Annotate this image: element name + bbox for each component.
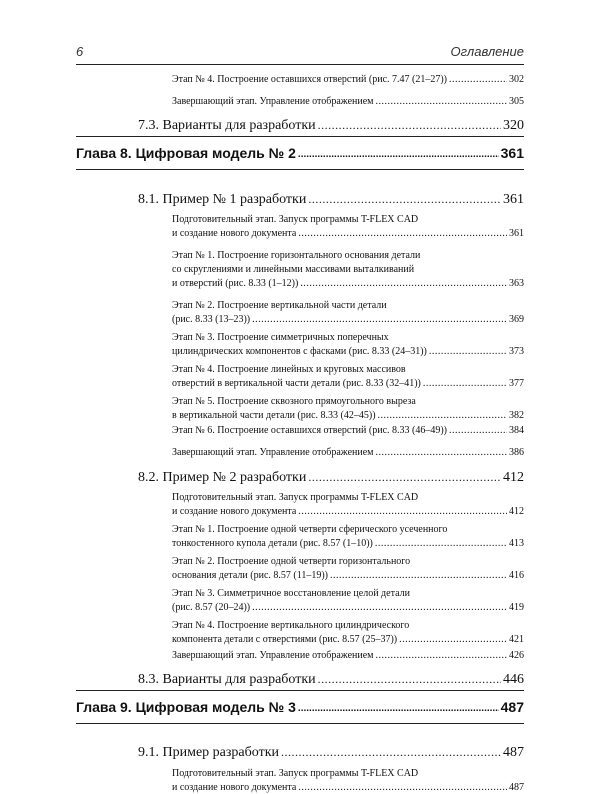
toc-entry-line: Этап № 4. Построение линейных и круговых массивов [172, 364, 406, 375]
section-heading [138, 469, 524, 486]
dot-leader [429, 346, 507, 358]
chapter-heading [76, 690, 524, 724]
dot-leader [298, 782, 507, 794]
dot-leader [375, 447, 507, 459]
toc-page-number: 302 [509, 74, 524, 85]
toc-page-number: 446 [503, 672, 524, 687]
toc-page-number: 487 [509, 782, 524, 793]
toc-page-number: 377 [509, 378, 524, 389]
toc-entry-title: Завершающий этап. Управление отображением [172, 650, 374, 661]
toc-page-number: 426 [509, 650, 524, 661]
toc-entry-lastline [172, 570, 524, 582]
toc-page-number: 361 [500, 145, 524, 161]
toc-entry-line: Этап № 2. Построение одной четверти горизонтального [172, 556, 411, 567]
running-header [76, 38, 524, 65]
toc-entry-lastline [172, 602, 524, 614]
toc-entry-lastline [172, 378, 524, 390]
dot-leader [330, 570, 507, 582]
toc-entry-title: Завершающий этап. Управление отображением [172, 447, 374, 458]
toc-entry-title: Завершающий этап. Управление отображением [172, 96, 374, 107]
toc-page-number: 382 [509, 410, 524, 421]
toc-entry-title: Этап № 4. Построение оставшихся отверстий (рис. 7.47 (21–27)) [172, 74, 447, 85]
toc-entry-line: Подготовительный этап. Запуск программы T-FLEX CAD [172, 492, 419, 503]
toc-entry-line: Этап № 1. Построение одной четверти сферического усеченного [172, 524, 448, 535]
toc-entry-lastline [172, 410, 524, 422]
dot-leader [375, 538, 507, 550]
toc-entry-title: и отверстий (рис. 8.33 (1–12)) [172, 278, 299, 289]
toc-entry-title: 8.2. Пример № 2 разработки [138, 470, 307, 485]
toc-entry-lastline [172, 538, 524, 550]
toc-entry-lastline [172, 228, 524, 240]
toc-entry-title: 8.1. Пример № 1 разработки [138, 192, 307, 207]
toc-entry-line: Подготовительный этап. Запуск программы T-FLEX CAD [172, 768, 419, 779]
dot-leader [298, 228, 507, 240]
dot-leader [300, 278, 507, 290]
toc-entry-lastline [172, 506, 524, 518]
toc-page-number: 373 [509, 346, 524, 357]
toc-page-number: 384 [509, 425, 524, 436]
toc-entry-title: Этап № 6. Построение оставшихся отверстий (рис. 8.33 (46–49)) [172, 425, 447, 436]
dot-leader [399, 634, 507, 646]
toc-page-number: 419 [509, 602, 524, 613]
toc-entry-lastline [172, 650, 524, 662]
toc-page-number: 363 [509, 278, 524, 289]
toc-page-number: 421 [509, 634, 524, 645]
toc-entry-title: и создание нового документа [172, 782, 297, 793]
toc-entry-title: и создание нового документа [172, 506, 297, 517]
toc-page-number: 320 [503, 118, 524, 133]
toc-entry-line: Этап № 2. Построение вертикальной части детали [172, 300, 387, 311]
section-heading [138, 744, 524, 761]
toc-entry-title: и создание нового документа [172, 228, 297, 239]
toc-entry-title: 9.1. Пример разработки [138, 745, 279, 760]
dot-leader [318, 671, 501, 688]
toc-page-number: 361 [509, 228, 524, 239]
toc-entry-line: Этап № 3. Симметричное восстановление целой детали [172, 588, 410, 599]
toc-entry-title: 8.3. Варианты для разработки [138, 672, 316, 687]
section-heading [138, 191, 524, 208]
dot-leader [449, 425, 507, 437]
toc-entry-title: (рис. 8.33 (13–23)) [172, 314, 251, 325]
toc-page-number: 369 [509, 314, 524, 325]
toc-entry-lastline [172, 74, 524, 86]
toc-entry-title: отверстий в вертикальной части детали (рис. 8.33 (32–41)) [172, 378, 421, 389]
dot-leader [281, 744, 501, 761]
dot-leader [375, 96, 507, 108]
dot-leader [252, 314, 507, 326]
toc-entry-lastline [172, 278, 524, 290]
toc-entry-lastline [172, 346, 524, 358]
toc-entry-lastline [172, 425, 524, 437]
toc-page-number: 412 [509, 506, 524, 517]
dot-leader [298, 144, 499, 163]
toc-entry-title: основания детали (рис. 8.57 (11–19)) [172, 570, 328, 581]
toc-entry-title: (рис. 8.57 (20–24)) [172, 602, 251, 613]
dot-leader [298, 506, 507, 518]
toc-entry-line: Подготовительный этап. Запуск программы T-FLEX CAD [172, 214, 419, 225]
toc-entry-line: Этап № 1. Построение горизонтального основания детали [172, 250, 421, 261]
toc-page-number: 487 [500, 699, 524, 715]
toc-entry-line: Этап № 3. Построение симметричных поперечных [172, 332, 389, 343]
toc-entry-lastline [172, 96, 524, 108]
toc-page-number: 361 [503, 192, 524, 207]
dot-leader [423, 378, 507, 390]
dot-leader [318, 117, 501, 134]
dot-leader [378, 410, 507, 422]
chapter-heading [76, 136, 524, 170]
toc-entry-title: в вертикальной части детали (рис. 8.33 (42–45)) [172, 410, 376, 421]
section-heading [138, 671, 524, 688]
toc-entry-title: Глава 9. Цифровая модель № 3 [76, 699, 296, 715]
dot-leader [308, 191, 501, 208]
toc-entry-lastline [172, 447, 524, 459]
toc-entry-lastline [172, 634, 524, 646]
toc-entry-title: цилиндрических компонентов с фасками (рис. 8.33 (24–31)) [172, 346, 427, 357]
toc-entry-lastline [172, 782, 524, 794]
dot-leader [308, 469, 501, 486]
toc-entry-title: компонента детали с отверстиями (рис. 8.57 (25–37)) [172, 634, 398, 645]
toc-entry-title: тонкостенного купола детали (рис. 8.57 (1–10)) [172, 538, 373, 549]
toc-entry-title: Глава 8. Цифровая модель № 2 [76, 145, 296, 161]
toc-entry-line: со скруглениями и линейными массивами выталкиваний [172, 264, 415, 275]
toc-entry-title: 7.3. Варианты для разработки [138, 118, 316, 133]
toc-page-number: 487 [503, 745, 524, 760]
toc-page-number: 412 [503, 470, 524, 485]
section-heading [138, 117, 524, 134]
dot-leader [252, 602, 507, 614]
dot-leader [375, 650, 507, 662]
header-title: Оглавление [450, 44, 524, 59]
page-number: 6 [76, 44, 84, 59]
toc-entry-lastline [172, 314, 524, 326]
toc-page-number: 416 [509, 570, 524, 581]
toc-entry-line: Этап № 5. Построение сквозного прямоугольного выреза [172, 396, 416, 407]
toc-page-number: 413 [509, 538, 524, 549]
toc-page-number: 386 [509, 447, 524, 458]
dot-leader [449, 74, 507, 86]
toc-entry-line: Этап № 4. Построение вертикального цилиндрического [172, 620, 410, 631]
toc-page-number: 305 [509, 96, 524, 107]
dot-leader [298, 698, 499, 717]
